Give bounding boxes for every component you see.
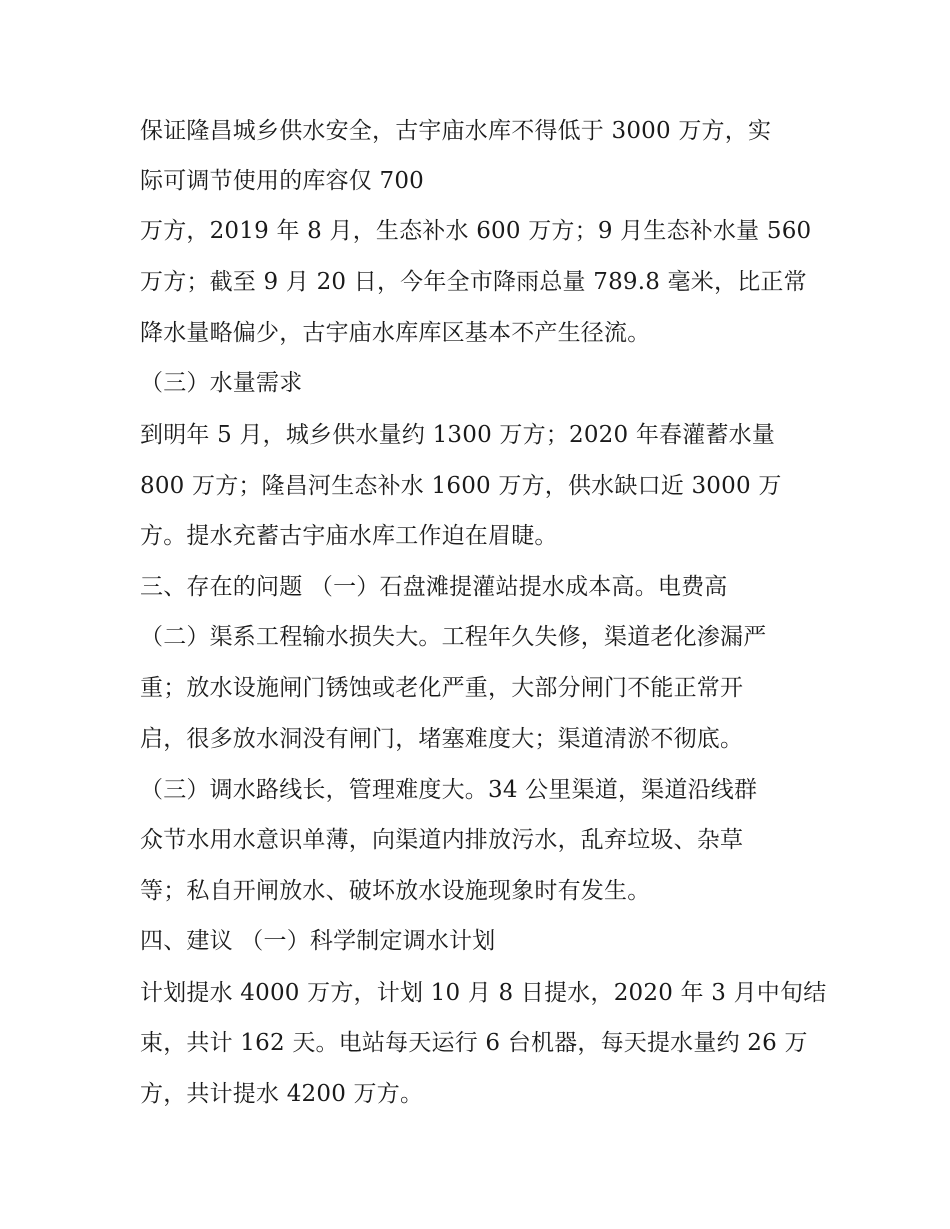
section-heading: 三、存在的问题 （一）石盘滩提灌站提水成本高。电费高 — [140, 574, 728, 600]
text-line: 方，共计提水 4200 万方。 — [140, 1081, 424, 1107]
text-line: 等；私自开闸放水、破坏放水设施现象时有发生。 — [140, 878, 651, 904]
text-line: 际可调节使用的库容仅 700 — [140, 168, 425, 194]
text-line: 重；放水设施闸门锈蚀或老化严重，大部分闸门不能正常开 — [140, 675, 744, 701]
text-line: 计划提水 4000 万方，计划 10 月 8 日提水，2020 年 3 月中旬结 — [140, 980, 827, 1006]
text-line: 800 万方；隆昌河生态补水 1600 万方，供水缺口近 3000 万 — [140, 473, 782, 499]
text-line: 保证隆昌城乡供水安全，古宇庙水库不得低于 3000 万方，实 — [140, 118, 772, 144]
section-heading: （三）水量需求 — [140, 370, 303, 396]
text-line: 到明年 5 月，城乡供水量约 1300 万方；2020 年春灌蓄水量 — [140, 422, 776, 448]
text-line: 启，很多放水洞没有闸门，堵塞难度大；渠道清淤不彻底。 — [140, 726, 744, 752]
text-line: 万方，2019 年 8 月，生态补水 600 万方；9 月生态补水量 560 — [140, 218, 812, 244]
text-line: （二）渠系工程输水损失大。工程年久失修，渠道老化渗漏严 — [140, 624, 767, 650]
text-line: 万方；截至 9 月 20 日，今年全市降雨总量 789.8 毫米，比正常 — [140, 269, 807, 295]
text-line: 降水量略偏少，古宇庙水库库区基本不产生径流。 — [140, 320, 651, 346]
text-line: 众节水用水意识单薄，向渠道内排放污水，乱弃垃圾、杂草 — [140, 827, 744, 853]
text-line: （三）调水路线长，管理难度大。34 公里渠道，渠道沿线群 — [140, 777, 758, 803]
text-line: 束，共计 162 天。电站每天运行 6 台机器，每天提水量约 26 万 — [140, 1030, 808, 1056]
section-heading: 四、建议 （一）科学制定调水计划 — [140, 928, 496, 954]
text-line: 方。提水充蓄古宇庙水库工作迫在眉睫。 — [140, 523, 558, 549]
